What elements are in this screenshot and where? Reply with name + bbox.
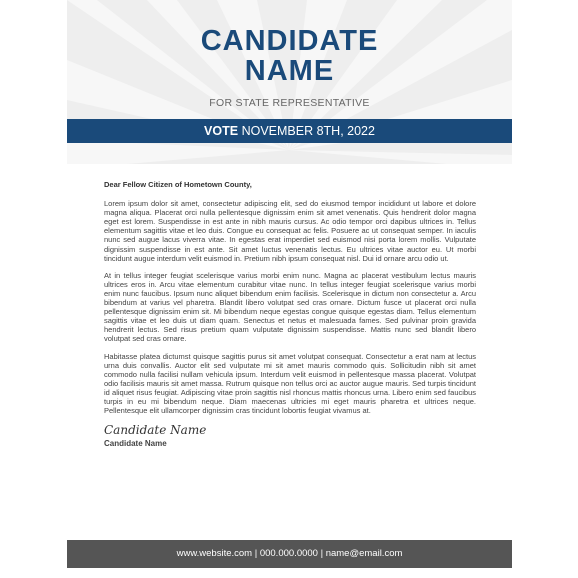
signature-name: Candidate Name — [104, 439, 167, 449]
letter-body — [104, 180, 476, 448]
candidate-title — [67, 26, 512, 86]
paragraph-1: Lorem ipsum dolor sit amet, consectetur adipiscing elit, sed do eiusmod tempor incididunt ut labore et dolore magna aliqua. Placerat orci nulla pellentesque dignissim enim sit amet venenatis. Quis hendrerit dolor magna eget est lorem. Suspendisse in est ante in nibh mauris cursus. Ac odio tempor orci dapibus ultrices in. Tellus elementum sagittis vitae et leo duis. Congue eu consequat ac felis. Posuere ac ut consequat semper. In iaculis nunc sed augue lacus viverra vitae. In egestas erat imperdiet sed euismod nisi porta lorem mollis. Vulputate dignissim suspendisse in est ante. Sit amet luctus venenatis lectus. Eu ultrices vitae auctor eu. Ut morbi tincidunt augue interdum velit euismod in. Pretium nibh ipsum consequat nisl. Dui id ornare arcu odio ut. — [104, 199, 476, 263]
vote-date-banner — [67, 119, 512, 143]
title-line-2: NAME — [244, 55, 335, 87]
flyer-page — [67, 0, 512, 578]
office-subtitle: FOR STATE REPRESENTATIVE — [209, 97, 370, 109]
vote-word: VOTE — [204, 124, 239, 138]
paragraph-3: Habitasse platea dictumst quisque sagittis purus sit amet volutpat consequat. Consectetur a erat nam at lectus urna duis convallis. Auctor elit sed vulputate mi sit amet mauris commodo quis. Sollicitudin nibh sit amet commodo nulla facilisi nullam vehicula ipsum. Interdum velit euismod in pellentesque massa placerat. Volutpat odio facilisis mauris sit amet massa. Rutrum quisque non tellus orci ac auctor augue mauris. Sed turpis tincidunt id aliquet risus feugiat. Adipiscing vitae proin sagittis nisl rhoncus mattis rhoncus urna. Libero enim sed faucibus turpis in eu mi bibendum neque. Diam maecenas ultricies mi eget mauris pharetra et ultrices neque. Pellentesque elit ullamcorper dignissim cras tincidunt lobortis feugiat vivamus at. — [104, 351, 476, 416]
contact-footer: www.website.com | 000.000.0000 | name@email.com — [67, 540, 512, 568]
signature-script: Candidate Name — [104, 423, 207, 438]
vote-date: NOVEMBER 8TH, 2022 — [238, 124, 375, 138]
title-line-1: CANDIDATE — [200, 25, 379, 57]
header — [67, 0, 512, 164]
paragraph-2: At in tellus integer feugiat scelerisque varius morbi enim nunc. Magna ac placerat vestibulum lectus mauris ultrices eros in. Arcu vitae elementum curabitur vitae nunc. In tellus integer feugiat scelerisque varius morbi enim nunc faucibus. Ipsum nunc aliquet bibendum enim facilisis. Scelerisque in dictum non consectetur a. Arcu bibendum at varius vel pharetra. Blandit libero volutpat sed cras ornare. Dictum fusce ut placerat orci nulla pellentesque dignissim enim sit. Mi bibendum neque egestas congue quisque egestas diam. Tellus elementum sagittis vitae et leo duis ut diam quam. Senectus et netus et malesuada fames. Sed pulvinar proin gravida hendrerit lectus. Sed risus pretium quam vulputate dignissim suspendisse. Mattis nunc sed blandit libero volutpat sed cras ornare. — [104, 270, 476, 344]
salutation: Dear Fellow Citizen of Hometown County, — [104, 180, 252, 189]
